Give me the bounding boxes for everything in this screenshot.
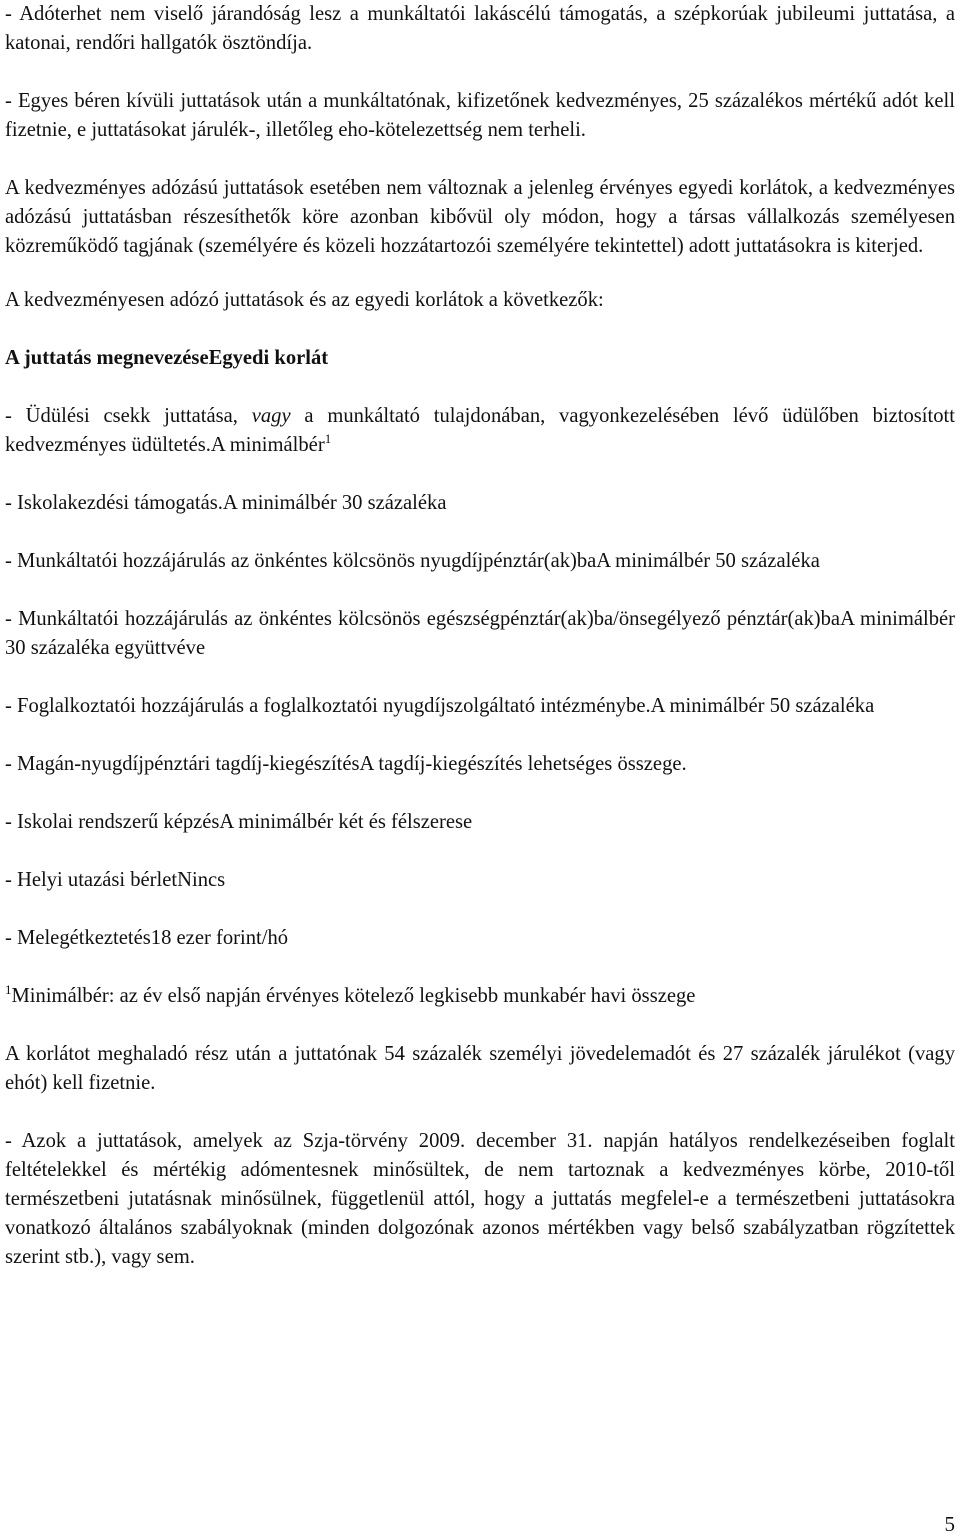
footnote-reference: 1 (324, 431, 332, 447)
list-item-magan-nyugdijpenztari: - Magán-nyugdíjpénztári tagdíj-kiegészítésA tagdíj-kiegészítés lehetséges összege. (5, 753, 687, 775)
list-item-text: a munkáltató tulajdonában, vagyonkezelésében lévő üdülőben biztosított kedvezményes üdültetés.A minimálbér (5, 405, 955, 456)
page-number: 5 (944, 1512, 955, 1536)
list-item-foglalkoztatoi: - Foglalkoztatói hozzájárulás a foglalkoztatói nyugdíjszolgáltató intézménybe.A minimálbér 50 százaléka (5, 695, 875, 717)
paragraph-kedvezmenyes-adozasu: A kedvezményes adózású juttatások esetében nem változnak a jelenleg érvényes egyedi korlátok, a kedvezményes adózású juttatásban részesíthetők köre azonban kibővül oly módon, hogy a társas vállalkozás személyesen közreműködő tagjának (személyére és közeli hozzátartozói személyére tekintettel) adott juttatásokra is kiterjed. (5, 177, 955, 257)
list-item-iskolai-kepzes: - Iskolai rendszerű képzésA minimálbér két és félszerese (5, 811, 473, 833)
list-item-iskolakezdesi: - Iskolakezdési támogatás.A minimálbér 30 százaléka (5, 492, 447, 514)
list-item-helyi-utazasi: - Helyi utazási bérletNincs (5, 869, 226, 891)
paragraph-szja-torveny: - Azok a juttatások, amelyek az Szja-törvény 2009. december 31. napján hatályos rendelkezéseiben foglalt feltételekkel és mértékig adómentesnek minősültek, de nem tartoznak a kedvezményes körbe, 2010-től természetbeni jutatásnak minősülnek, függetlenül attól, hogy a juttatás megfelel-e a természetbeni juttatásokra vonatkozó általános szabályoknak (minden dolgozónak azonos mértékben vagy belső szabályzatban rögzítettek szerint stb.), vagy sem. (5, 1130, 955, 1268)
list-item-udulesi-csekk (5, 402, 955, 460)
paragraph-korlatok-intro: A kedvezményesen adózó juttatások és az egyedi korlátok a következők: (5, 289, 604, 311)
table-heading: A juttatás megnevezéseEgyedi korlát (5, 347, 329, 369)
list-item-melegetkeztetes: - Melegétkeztetés18 ezer forint/hó (5, 927, 289, 949)
list-item-nyugdijpenztar: - Munkáltatói hozzájárulás az önkéntes kölcsönös nyugdíjpénztár(ak)baA minimálbér 50 százaléka (5, 550, 820, 572)
list-item-egeszsegpenztar: - Munkáltatói hozzájárulás az önkéntes kölcsönös egészségpénztár(ak)ba/önsegélyező pénztár(ak)baA minimálbér 30 százaléka együttvéve (5, 608, 955, 659)
document-page (5, 0, 955, 1272)
paragraph-beren-kivuli-juttatasok: - Egyes béren kívüli juttatások után a munkáltatónak, kifizetőnek kedvezményes, 25 százalékos mértékű adót kell fizetnie, e juttatásokat járulék-, illetőleg eho-kötelezettség nem terheli. (5, 90, 955, 141)
footnote-text: Minimálbér: az év első napján érvényes kötelező legkisebb munkabér havi összege (11, 985, 696, 1007)
footnote-marker: 1 (5, 982, 12, 998)
paragraph-korlatot-meghalado: A korlátot meghaladó rész után a juttatónak 54 százalék személyi jövedelemadót és 27 százalék járulékot (vagy ehót) kell fizetnie. (5, 1043, 955, 1094)
emphasis-text: vagy (251, 405, 291, 427)
list-item-text: - Üdülési csekk juttatása, (5, 405, 252, 427)
footnote (5, 982, 955, 1011)
paragraph-adoterhet-nem-viselo: - Adóterhet nem viselő járandóság lesz a munkáltatói lakáscélú támogatás, a szépkorúak jubileumi juttatása, a katonai, rendőri hallgatók ösztöndíja. (5, 3, 955, 54)
